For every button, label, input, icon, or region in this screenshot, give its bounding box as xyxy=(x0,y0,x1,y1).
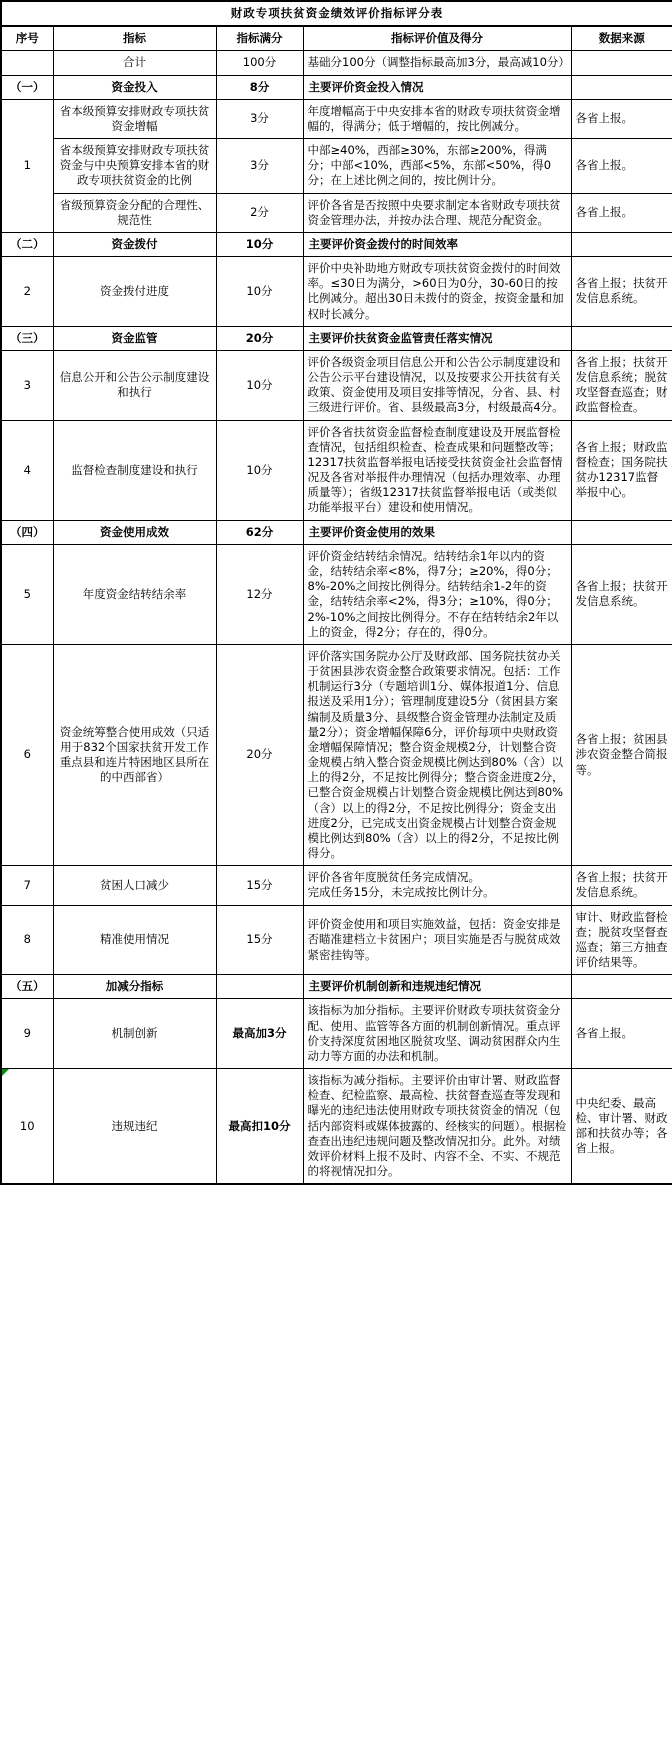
section-name: 资金拨付 xyxy=(53,232,216,256)
col-header-indicator: 指标 xyxy=(53,26,216,51)
section-name: 资金监管 xyxy=(53,326,216,350)
row-no xyxy=(1,644,53,865)
row-max-score: 10分 xyxy=(216,257,303,327)
page-title: 财政专项扶贫资金绩效评价指标评分表 xyxy=(1,1,672,26)
row-no xyxy=(1,866,53,905)
section-max-score: 10分 xyxy=(216,232,303,256)
row-no xyxy=(1,350,53,420)
row-indicator: 精准使用情况 xyxy=(53,905,216,975)
row-no xyxy=(1,257,53,327)
total-max-score: 100分 xyxy=(216,51,303,75)
section-row-s2 xyxy=(1,232,672,256)
row-indicator: 违规违纪 xyxy=(53,1069,216,1185)
row-evaluation: 评价各省年度脱贫任务完成情况。 完成任务15分，未完成按比例计分。 xyxy=(303,866,571,905)
row-source: 审计、财政监督检查；脱贫攻坚督查巡查；第三方抽查评价结果等。 xyxy=(571,905,672,975)
row-evaluation: 评价资金结转结余情况。结转结余1年以内的资金，结转结余率<8%，得7分；≥20%，得0分；8%-20%之间按比例得分。结转结余1-2年的资金，结转结余率<2%，得3分；≥10%，得0分；2%-10%之间按比例得分。不存在结转结余2年以上的资金，得2分；存在的，得0分。 xyxy=(303,544,571,644)
section-source xyxy=(571,975,672,999)
row-no xyxy=(1,999,53,1069)
row-source: 各省上报。 xyxy=(571,193,672,232)
row-max-score: 15分 xyxy=(216,866,303,905)
comment-flag-icon xyxy=(2,1069,9,1076)
col-header-source: 数据来源 xyxy=(571,26,672,51)
row-indicator: 省级预算资金分配的合理性、规范性 xyxy=(53,193,216,232)
row-max-score: 20分 xyxy=(216,644,303,865)
row-max-score: 最高加3分 xyxy=(216,999,303,1069)
section-name: 加减分指标 xyxy=(53,975,216,999)
section-no: （一） xyxy=(1,75,53,99)
section-no: （二） xyxy=(1,232,53,256)
section-source xyxy=(571,232,672,256)
row-source: 各省上报；贫困县涉农资金整合简报等。 xyxy=(571,644,672,865)
section-source xyxy=(571,326,672,350)
row-source: 中央纪委、最高检、审计署、财政部和扶贫办等；各省上报。 xyxy=(571,1069,672,1185)
row-source: 各省上报；扶贫开发信息系统。 xyxy=(571,257,672,327)
table-row xyxy=(1,420,672,520)
row-evaluation: 中部≥40%，西部≥30%，东部≥200%，得满分；中部<10%，西部<5%，东部<50%，得0分；在上述比例之间的，按比例计分。 xyxy=(303,139,571,194)
col-header-max-score: 指标满分 xyxy=(216,26,303,51)
total-no xyxy=(1,51,53,75)
row-no xyxy=(1,544,53,644)
section-evaluation: 主要评价机制创新和违规违纪情况 xyxy=(303,975,571,999)
row-max-score: 2分 xyxy=(216,193,303,232)
row-max-score: 3分 xyxy=(216,139,303,194)
section-row-s4 xyxy=(1,520,672,544)
row-no xyxy=(1,420,53,520)
table-row xyxy=(1,544,672,644)
section-row-s1 xyxy=(1,75,672,99)
row-evaluation: 评价各省是否按照中央要求制定本省财政专项扶贫资金管理办法，并按办法合理、规范分配资金。 xyxy=(303,193,571,232)
row-source: 各省上报；扶贫开发信息系统。 xyxy=(571,866,672,905)
table-row xyxy=(1,257,672,327)
table-row xyxy=(1,139,672,194)
row-evaluation: 评价各省扶贫资金监督检查制度建设及开展监督检查情况，包括组织检查、检查成果和问题整改等；12317扶贫监督举报电话接受扶贫资金社会监督情况及各省对举报件办理情况（包括办理效率、办理质量等）；省级12317扶贫监督举报电话（或类似功能举报平台）建设和使用情况。 xyxy=(303,420,571,520)
row-evaluation: 年度增幅高于中央安排本省的财政专项扶贫资金增幅的，得满分；低于增幅的，按比例减分。 xyxy=(303,99,571,138)
row-no xyxy=(1,1069,53,1185)
row-indicator: 省本级预算安排财政专项扶贫资金增幅 xyxy=(53,99,216,138)
row-source: 各省上报。 xyxy=(571,99,672,138)
section-name: 资金投入 xyxy=(53,75,216,99)
row-no-text: 9 xyxy=(23,1026,31,1041)
row-no-text: 3 xyxy=(23,377,31,392)
section-max-score: 62分 xyxy=(216,520,303,544)
row-max-score: 最高扣10分 xyxy=(216,1069,303,1185)
table-row xyxy=(1,999,672,1069)
row-source: 各省上报。 xyxy=(571,139,672,194)
section-evaluation: 主要评价扶贫资金监管责任落实情况 xyxy=(303,326,571,350)
row-evaluation: 评价各级资金项目信息公开和公告公示制度建设和公告公示平台建设情况，以及按要求公开扶贫有关政策、资金使用及项目安排等情况，分省、县、村三级进行评价。省、县级最高3分，村级最高4分。 xyxy=(303,350,571,420)
row-max-score: 10分 xyxy=(216,420,303,520)
section-source xyxy=(571,75,672,99)
row-max-score: 12分 xyxy=(216,544,303,644)
row-no-text: 5 xyxy=(23,586,31,601)
row-no xyxy=(1,99,53,232)
row-indicator: 年度资金结转结余率 xyxy=(53,544,216,644)
row-evaluation: 评价中央补助地方财政专项扶贫资金拨付的时间效率。≤30日为满分，>60日为0分，30-60日的按比例减分。超出30日未拨付的资金，按资金量和加权时长减分。 xyxy=(303,257,571,327)
table-row xyxy=(1,193,672,232)
section-no: （四） xyxy=(1,520,53,544)
section-max-score: 20分 xyxy=(216,326,303,350)
section-evaluation: 主要评价资金使用的效果 xyxy=(303,520,571,544)
title-row xyxy=(1,1,672,26)
row-indicator: 资金统筹整合使用成效（只适用于832个国家扶贫开发工作重点县和连片特困地区县所在的中西部省） xyxy=(53,644,216,865)
table-row xyxy=(1,1069,672,1185)
row-indicator: 贫困人口减少 xyxy=(53,866,216,905)
row-indicator: 监督检查制度建设和执行 xyxy=(53,420,216,520)
row-evaluation: 该指标为减分指标。主要评价由审计署、财政监督检查、纪检监察、最高检、扶贫督查巡查等发现和曝光的违纪违法使用财政专项扶贫资金的情况（包括内部资料或媒体披露的、经核实的问题）。根据检查查出违纪违规问题及整改情况扣分。此外。对绩效评价材料上报不及时、内容不全、不实、不规范的将视情况扣分。 xyxy=(303,1069,571,1185)
row-max-score: 10分 xyxy=(216,350,303,420)
table-body xyxy=(1,1,672,1184)
row-indicator: 资金拨付进度 xyxy=(53,257,216,327)
col-header-evaluation: 指标评价值及得分 xyxy=(303,26,571,51)
total-evaluation: 基础分100分（调整指标最高加3分，最高减10分） xyxy=(303,51,571,75)
row-no-text: 4 xyxy=(23,462,31,477)
row-indicator: 省本级预算安排财政专项扶贫资金与中央预算安排本省的财政专项扶贫资金的比例 xyxy=(53,139,216,194)
table-row xyxy=(1,866,672,905)
row-source: 各省上报；财政监督检查；国务院扶贫办12317监督举报中心。 xyxy=(571,420,672,520)
section-no: （三） xyxy=(1,326,53,350)
row-no-text: 2 xyxy=(23,283,31,298)
section-no: （五） xyxy=(1,975,53,999)
section-evaluation: 主要评价资金拨付的时间效率 xyxy=(303,232,571,256)
row-max-score: 15分 xyxy=(216,905,303,975)
row-max-score: 3分 xyxy=(216,99,303,138)
section-row-s5 xyxy=(1,975,672,999)
table-row xyxy=(1,350,672,420)
row-evaluation: 评价资金使用和项目实施效益，包括：资金安排是否瞄准建档立卡贫困户；项目实施是否与脱贫成效紧密挂钩等。 xyxy=(303,905,571,975)
total-indicator: 合计 xyxy=(53,51,216,75)
header-row xyxy=(1,26,672,51)
row-no-text: 6 xyxy=(23,747,31,762)
row-source: 各省上报；扶贫开发信息系统。 xyxy=(571,544,672,644)
col-header-no: 序号 xyxy=(1,26,53,51)
section-evaluation: 主要评价资金投入情况 xyxy=(303,75,571,99)
section-source xyxy=(571,520,672,544)
row-no-text: 1 xyxy=(23,158,31,173)
section-max-score xyxy=(216,975,303,999)
total-row xyxy=(1,51,672,75)
row-no-text: 8 xyxy=(23,932,31,947)
row-source: 各省上报；扶贫开发信息系统；脱贫攻坚督查巡查；财政监督检查。 xyxy=(571,350,672,420)
total-source xyxy=(571,51,672,75)
table-row xyxy=(1,644,672,865)
row-indicator: 机制创新 xyxy=(53,999,216,1069)
row-indicator: 信息公开和公告公示制度建设和执行 xyxy=(53,350,216,420)
section-max-score: 8分 xyxy=(216,75,303,99)
row-source: 各省上报。 xyxy=(571,999,672,1069)
row-evaluation: 该指标为加分指标。主要评价财政专项扶贫资金分配、使用、监管等各方面的机制创新情况。重点评价支持深度贫困地区脱贫攻坚、调动贫困群众内生动力等方面的办法和机制。 xyxy=(303,999,571,1069)
section-name: 资金使用成效 xyxy=(53,520,216,544)
row-no xyxy=(1,905,53,975)
row-no-text: 7 xyxy=(23,877,31,892)
section-row-s3 xyxy=(1,326,672,350)
table-row xyxy=(1,99,672,138)
row-no-text: 10 xyxy=(19,1118,35,1133)
table-row xyxy=(1,905,672,975)
row-evaluation: 评价落实国务院办公厅及财政部、国务院扶贫办关于贫困县涉农资金整合政策要求情况。包括：工作机制运行3分（专题培训1分、媒体报道1分、信息报送及采用1分）；管理制度建设5分（贫困县方案编制及质量3分、县级整合资金管理办法制定及质量2分）；资金增幅保障6分，评价每项中央财政资金增幅保障情况；整合资金规模2分，计划整合资金规模占纳入整合资金规模比例达到80%（含）以上的得2分，不足按比例得分；整合资金进度2分，已整合资金规模占计划整合资金规模比例达到80%（含）以上的得2分，不足按比例得分；资金支出进度2分，已完成支出资金规模占计划整合资金规模比例达到80%（含）以上的得2分，不足按比例得分。 xyxy=(303,644,571,865)
